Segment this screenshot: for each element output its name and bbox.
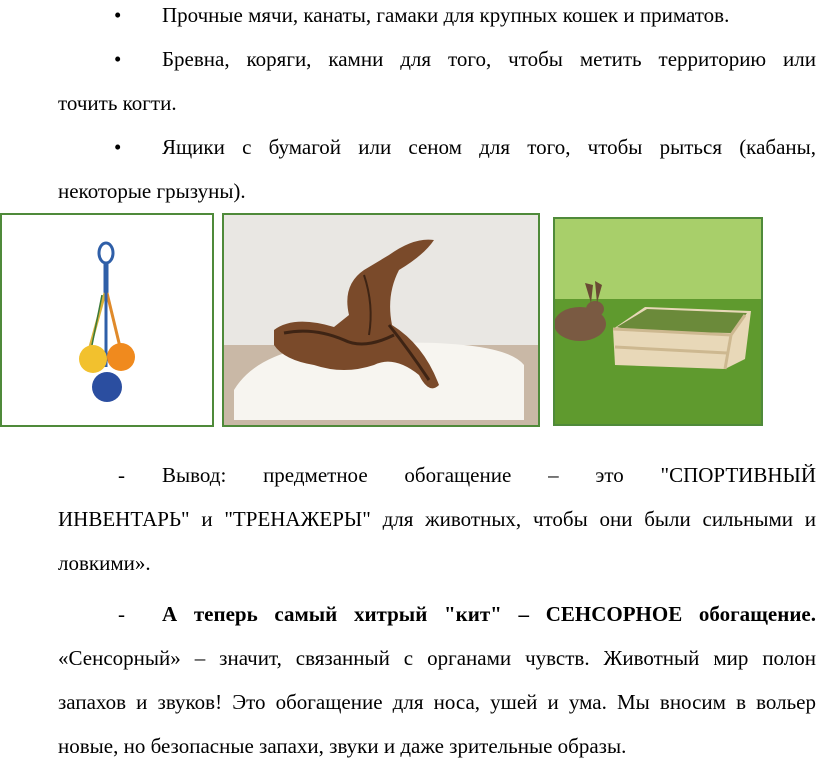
sensory-line-3: запахов и звуков! Это обогащение для носа, ушей и ума. Мы вносим в вольер <box>58 690 816 714</box>
bullet-item-1: Прочные мячи, канаты, гамаки для крупных кошек и приматов. <box>162 3 730 27</box>
bullet-item-2-line-1: Бревна, коряги, камни для того, чтобы метить территорию или <box>162 47 816 71</box>
bullet-1: • <box>114 3 122 27</box>
rabbit-hay-box-icon <box>555 219 761 424</box>
driftwood-icon <box>224 215 538 425</box>
bullet-3: • <box>114 135 122 159</box>
image-rope-ball-toy <box>0 213 214 427</box>
conclusion-line-1: Вывод: предметное обогащение – это "СПОРТИВНЫЙ <box>162 463 816 487</box>
dash-1: - <box>118 463 125 487</box>
rope-ball-toy-icon <box>2 215 212 425</box>
sensory-line-4: новые, но безопасные запахи, звуки и даже зрительные образы. <box>58 734 627 758</box>
image-driftwood <box>222 213 540 427</box>
dash-2: - <box>118 602 125 626</box>
sensory-line-2: «Сенсорный» – значит, связанный с органами чувств. Животный мир полон <box>58 646 816 670</box>
image-rabbit-hay-box <box>553 217 763 426</box>
sensory-heading: А теперь самый хитрый "кит" – СЕНСОРНОЕ обогащение. <box>162 602 816 626</box>
bullet-item-3-line-1: Ящики с бумагой или сеном для того, чтобы рыться (кабаны, <box>162 135 816 159</box>
bullet-item-2-line-2: точить когти. <box>58 91 177 115</box>
bullet-item-3-line-2: некоторые грызуны). <box>58 179 246 203</box>
bullet-2: • <box>114 47 122 71</box>
conclusion-line-3: ловкими». <box>58 551 151 575</box>
conclusion-line-2: ИНВЕНТАРЬ" и "ТРЕНАЖЕРЫ" для животных, чтобы они были сильными и <box>58 507 816 531</box>
